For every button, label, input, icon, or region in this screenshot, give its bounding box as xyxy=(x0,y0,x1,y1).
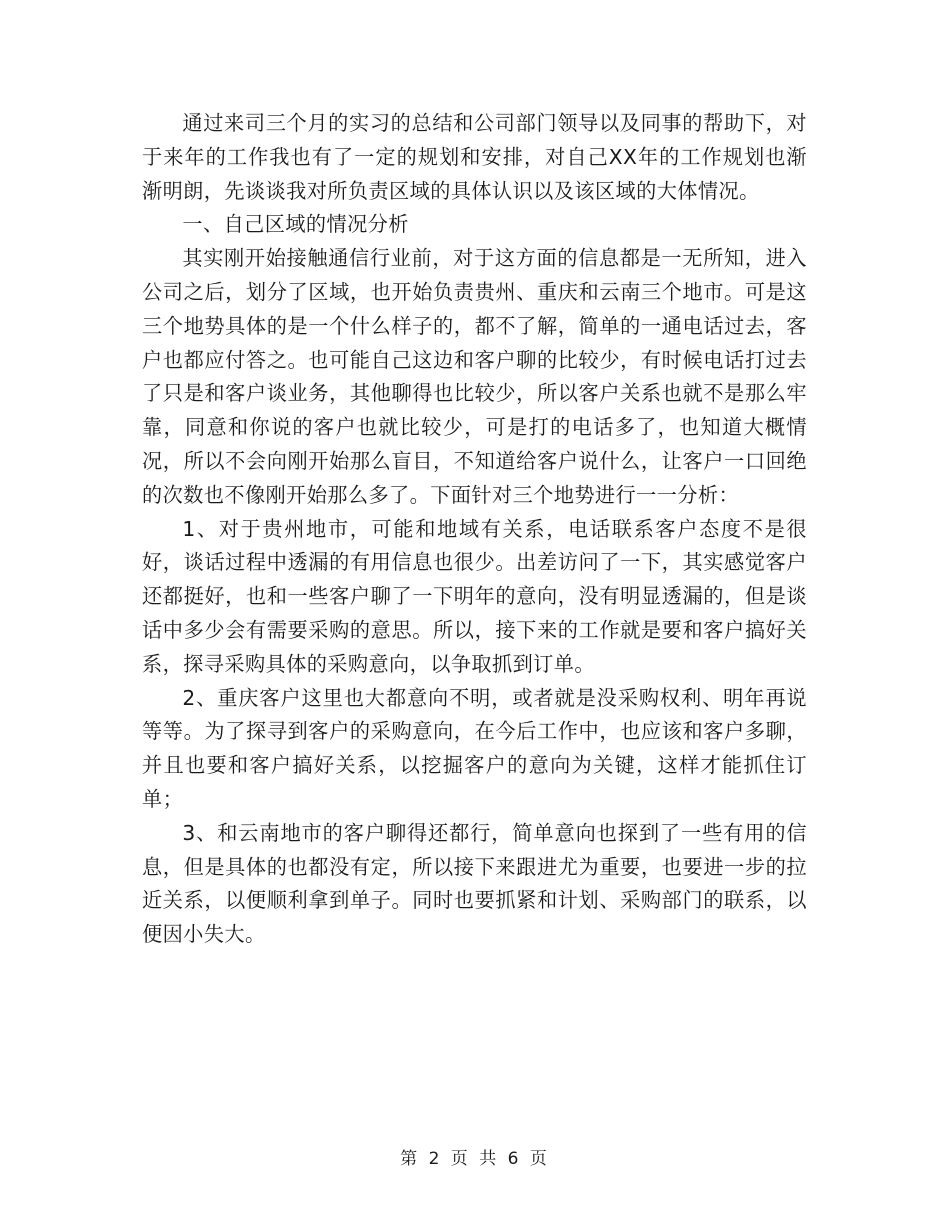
section-heading: 一、自己区域的情况分析 xyxy=(182,212,409,237)
paragraph-guizhou: 1、对于贵州地市，可能和地域有关系，电话联系客户态度不是很好，谈话过程中透漏的有用信息也很少。出差访问了一下，其实感觉客户还都挺好，也和一些客户聊了一下明年的意向，没有明显透漏的，但是谈话中多少会有需要采购的意思。所以，接下来的工作就是要和客户搞好关系，探寻采购具体的采购意向，以争取抓到订单。 xyxy=(142,516,807,676)
page-number-footer: 第 2 页 共 6 页 xyxy=(400,1149,550,1169)
paragraph-yunnan: 3、和云南地市的客户聊得还都行，简单意向也探到了一些有用的信息，但是具体的也都没有定，所以接下来跟进尤为重要，也要进一步的拉近关系，以便顺利拿到单子。同时也要抓紧和计划、采购部门的联系，以便因小失大。 xyxy=(142,820,807,947)
paragraph-intro: 通过来司三个月的实习的总结和公司部门领导以及同事的帮助下，对于来年的工作我也有了一定的规划和安排，对自己XX年的工作规划也渐渐明朗，先谈谈我对所负责区域的具体认识以及该区域的大体情况。 xyxy=(142,111,807,203)
paragraph-overview: 其实刚开始接触通信行业前，对于这方面的信息都是一无所知，进入公司之后，划分了区域，也开始负责贵州、重庆和云南三个地市。可是这三个地势具体的是一个什么样子的，都不了解，简单的一通电话过去，客户也都应付答之。也可能自己这边和客户聊的比较少，有时候电话打过去了只是和客户谈业务，其他聊得也比较少，所以客户关系也就不是那么牢靠，同意和你说的客户也就比较少，可是打的电话多了，也知道大概情况，所以不会向刚开始那么盲目，不知道给客户说什么，让客户一口回绝的次数也不像刚开始那么多了。下面针对三个地势进行一一分析： xyxy=(142,246,807,507)
paragraph-chongqing: 2、重庆客户这里也大都意向不明，或者就是没采购权利、明年再说等等。为了探寻到客户的采购意向，在今后工作中，也应该和客户多聊，并且也要和客户搞好关系，以挖掘客户的意向为关键，这样才能抓住订单； xyxy=(142,685,807,811)
document-body xyxy=(142,107,807,952)
